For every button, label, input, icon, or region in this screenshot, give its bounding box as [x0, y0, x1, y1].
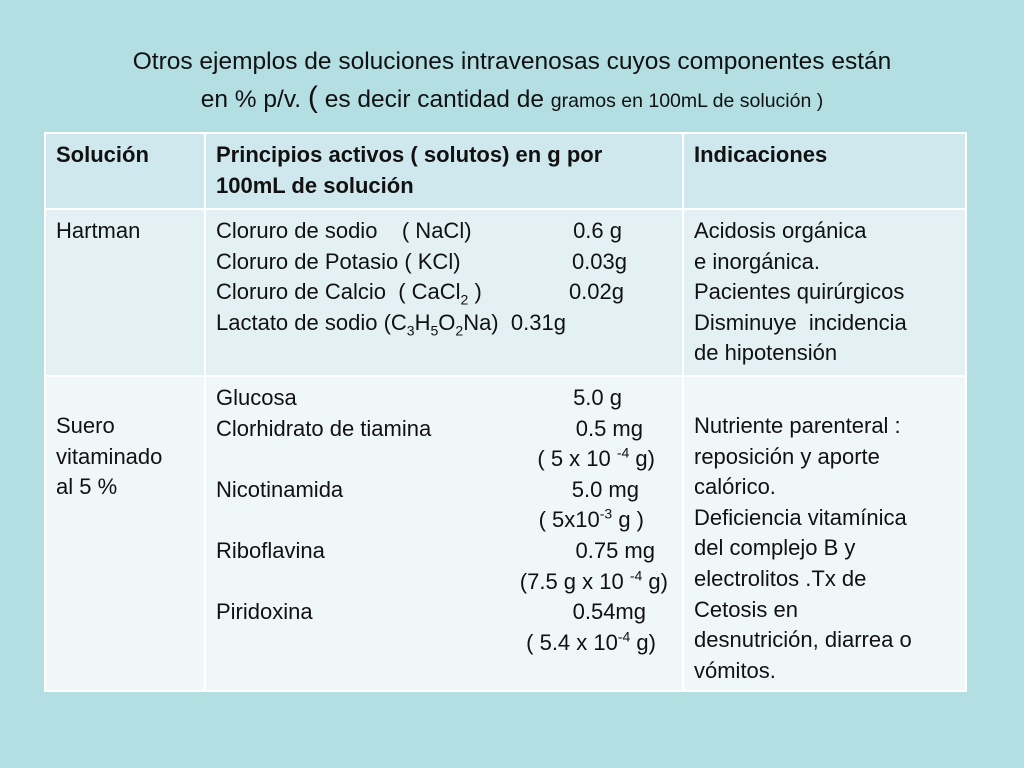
title-line-2c: gramos en 100mL de solución ) — [550, 90, 824, 112]
cell-solucion-suero — [45, 376, 205, 691]
component-value: 0.75 mg — [575, 537, 655, 563]
component-name: Riboflavina — [216, 537, 325, 563]
slide-title — [0, 44, 1024, 119]
solucion-line: al 5 % — [56, 474, 118, 500]
component-line — [216, 308, 620, 339]
component-name: Nicotinamida — [216, 476, 344, 502]
solutions-table — [44, 132, 967, 692]
component-value: 0.6 g — [573, 218, 622, 243]
table-row — [45, 376, 966, 691]
indicacion-line: Nutriente parenteral : — [694, 413, 901, 438]
title-line-2 — [0, 80, 1024, 119]
component-value: 0.5 mg — [575, 415, 643, 441]
component-sci-line: ( $5x10^{-3}$ g ) — [538, 506, 644, 533]
component-value: 0.31g — [510, 309, 566, 335]
indicacion-line: calórico. — [694, 474, 776, 500]
title-paren: ( — [307, 81, 318, 114]
component-line — [216, 536, 655, 567]
component-line — [216, 277, 624, 308]
indicacion-line: electrolitos .Tx de — [694, 565, 867, 591]
component-line — [216, 383, 622, 414]
component-value: 5.0 mg — [571, 476, 639, 502]
title-line-2b: es decir cantidad de — [324, 86, 544, 113]
indicacion-line: vómitos. — [694, 657, 776, 683]
table-header-row — [45, 133, 966, 209]
header-indicaciones: Indicaciones — [683, 133, 966, 209]
header-principios-activos: Principios activos ( solutos) en g por 100mL de solución — [205, 133, 683, 209]
indicacion-line: de hipotensión — [694, 340, 838, 366]
cell-componentes-suero — [205, 376, 683, 691]
component-line — [216, 247, 627, 278]
title-line-2a: en % p/v. — [200, 86, 302, 113]
indicacion-line: Disminuye incidencia — [694, 309, 907, 335]
component-name: Cloruro de Calcio ( CaCl$_2$ ) — [216, 279, 482, 308]
indicacion-line: Pacientes quirúrgicos — [694, 279, 905, 305]
solucion-line: Suero — [56, 413, 115, 438]
component-name: Glucosa — [216, 385, 297, 410]
indicacion-line: Acidosis orgánica — [694, 218, 867, 243]
indicacion-line: Cetosis en — [694, 596, 798, 622]
cell-indicaciones-suero — [683, 376, 966, 691]
component-line — [216, 414, 643, 445]
cell-componentes-hartman — [205, 209, 683, 376]
component-line — [216, 216, 622, 247]
component-name: Clorhidrato de tiamina — [216, 415, 432, 441]
component-value: 0.02g — [568, 279, 624, 305]
component-line — [216, 597, 646, 628]
solucion-line: vitaminado — [56, 443, 163, 469]
component-sci-line: ( 5.4 x $10^{-4}$ g) — [526, 628, 656, 655]
indicacion-line: e inorgánica. — [694, 248, 820, 274]
component-name: Piridoxina — [216, 599, 313, 625]
title-line-1: Otros ejemplos de soluciones intravenosas cuyos componentes están — [132, 48, 892, 75]
component-value: 5.0 g — [573, 385, 622, 410]
indicacion-line: desnutrición, diarrea o — [694, 627, 912, 653]
cell-solucion-hartman: Hartman — [45, 209, 205, 376]
component-value: 0.03g — [571, 248, 627, 274]
component-value: 0.54mg — [572, 599, 646, 625]
cell-indicaciones-hartman — [683, 209, 966, 376]
indicacion-line: Deficiencia vitamínica — [694, 504, 907, 530]
component-line — [216, 475, 639, 506]
component-name: Cloruro de Potasio ( KCl) — [216, 248, 461, 274]
header-solucion: Solución — [45, 133, 205, 209]
component-sci-line: ( 5 x 10 $^{-4}$ g) — [537, 444, 655, 472]
indicacion-line: del complejo B y — [694, 535, 856, 561]
component-name: Lactato de sodio $(C_3H_5O_2Na)$ — [216, 309, 499, 339]
table-row — [45, 209, 966, 376]
component-sci-line: (7.5 g x 10 $^{-4}$ g) — [519, 567, 668, 594]
indicacion-line: reposición y aporte — [694, 443, 880, 469]
component-name: Cloruro de sodio ( NaCl) — [216, 218, 472, 243]
